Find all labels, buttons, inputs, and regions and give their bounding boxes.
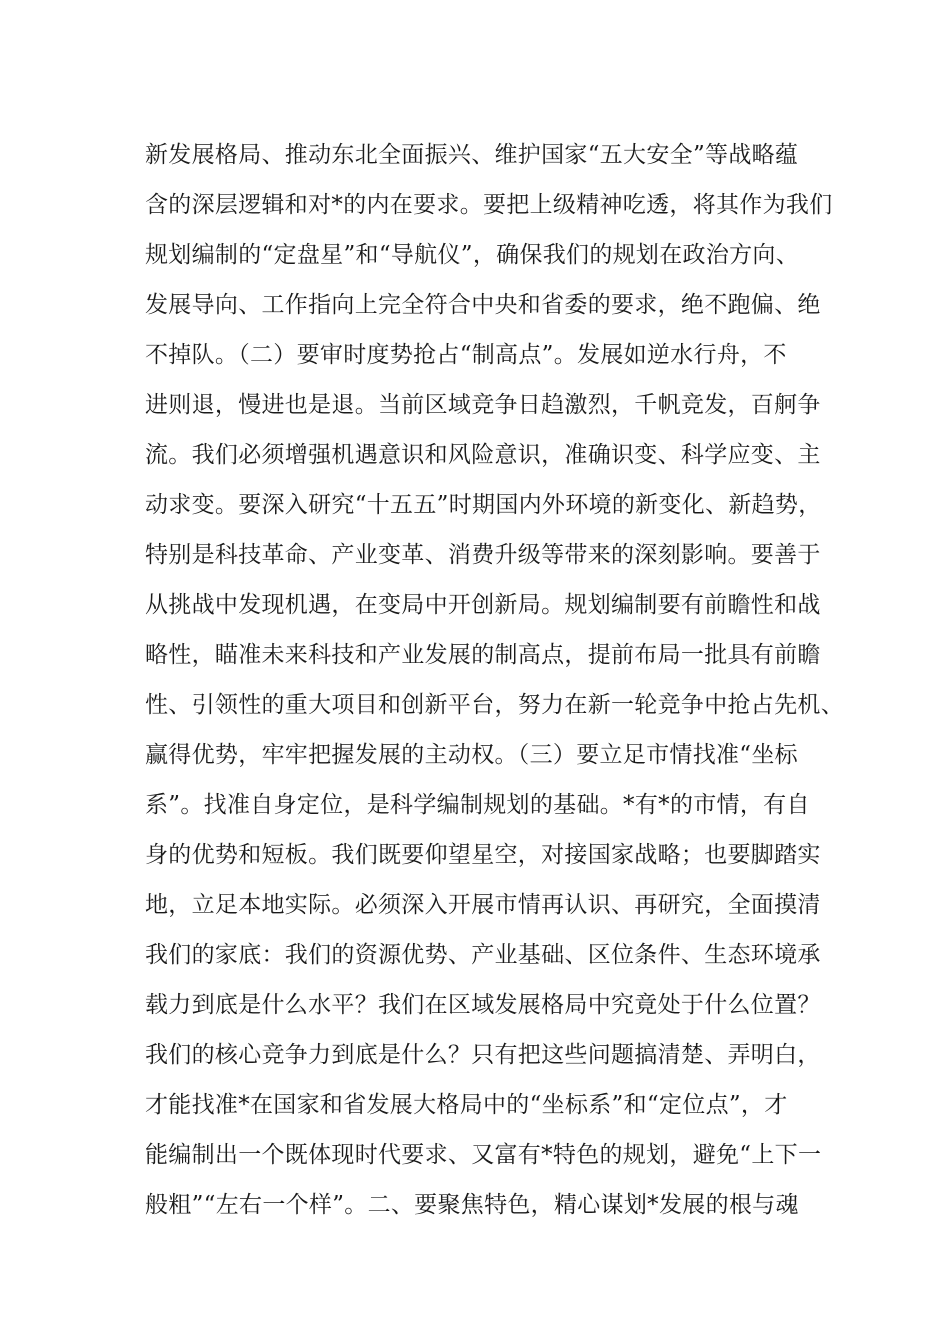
text-line: 般粗”“左右一个样”。二、要聚焦特色，精心谋划*发展的根与魂 <box>145 1192 799 1218</box>
text-line: 载力到底是什么水平？我们在区域发展格局中究竟处于什么位置？ <box>145 992 821 1018</box>
text-line: 赢得优势，牢牢把握发展的主动权。（三）要立足市情找准“坐标 <box>145 742 798 768</box>
text-line: 新发展格局、推动东北全面振兴、维护国家“五大安全”等战略蕴 <box>145 142 799 168</box>
text-line: 规划编制的“定盘星”和“导航仪”，确保我们的规划在政治方向、 <box>145 242 800 268</box>
text-line: 身的优势和短板。我们既要仰望星空，对接国家战略；也要脚踏实 <box>145 842 821 868</box>
text-line: 从挑战中发现机遇，在变局中开创新局。规划编制要有前瞻性和战 <box>145 592 821 618</box>
text-line: 系”。找准自身定位，是科学编制规划的基础。*有*的市情，有自 <box>145 792 810 818</box>
text-line: 我们的家底：我们的资源优势、产业基础、区位条件、生态环境承 <box>145 942 821 968</box>
text-line: 特别是科技革命、产业变革、消费升级等带来的深刻影响。要善于 <box>145 542 821 568</box>
text-line: 我们的核心竞争力到底是什么？只有把这些问题搞清楚、弄明白， <box>145 1042 821 1068</box>
text-line: 进则退，慢进也是退。当前区域竞争日趋激烈，千帆竞发，百舸争 <box>145 392 821 418</box>
text-line: 性、引领性的重大项目和创新平台，努力在新一轮竞争中抢占先机、 <box>145 692 844 718</box>
text-line: 动求变。要深入研究“十五五”时期国内外环境的新变化、新趋势， <box>145 492 822 518</box>
text-line: 流。我们必须增强机遇意识和风险意识，准确识变、科学应变、主 <box>145 442 821 468</box>
text-line: 能编制出一个既体现时代要求、又富有*特色的规划，避免“上下一 <box>145 1142 822 1168</box>
text-line: 地，立足本地实际。必须深入开展市情再认识、再研究，全面摸清 <box>145 892 821 918</box>
text-line: 才能找准*在国家和省发展大格局中的“坐标系”和“定位点”，才 <box>145 1092 788 1118</box>
text-line: 不掉队。（二）要审时度势抢占“制高点”。发展如逆水行舟，不 <box>145 342 787 368</box>
text-line: 含的深层逻辑和对*的内在要求。要把上级精神吃透，将其作为我们 <box>145 192 833 218</box>
body-text <box>145 130 844 1230</box>
text-line: 略性，瞄准未来科技和产业发展的制高点，提前布局一批具有前瞻 <box>145 642 821 668</box>
text-line: 发展导向、工作指向上完全符合中央和省委的要求，绝不跑偏、绝 <box>145 292 821 318</box>
